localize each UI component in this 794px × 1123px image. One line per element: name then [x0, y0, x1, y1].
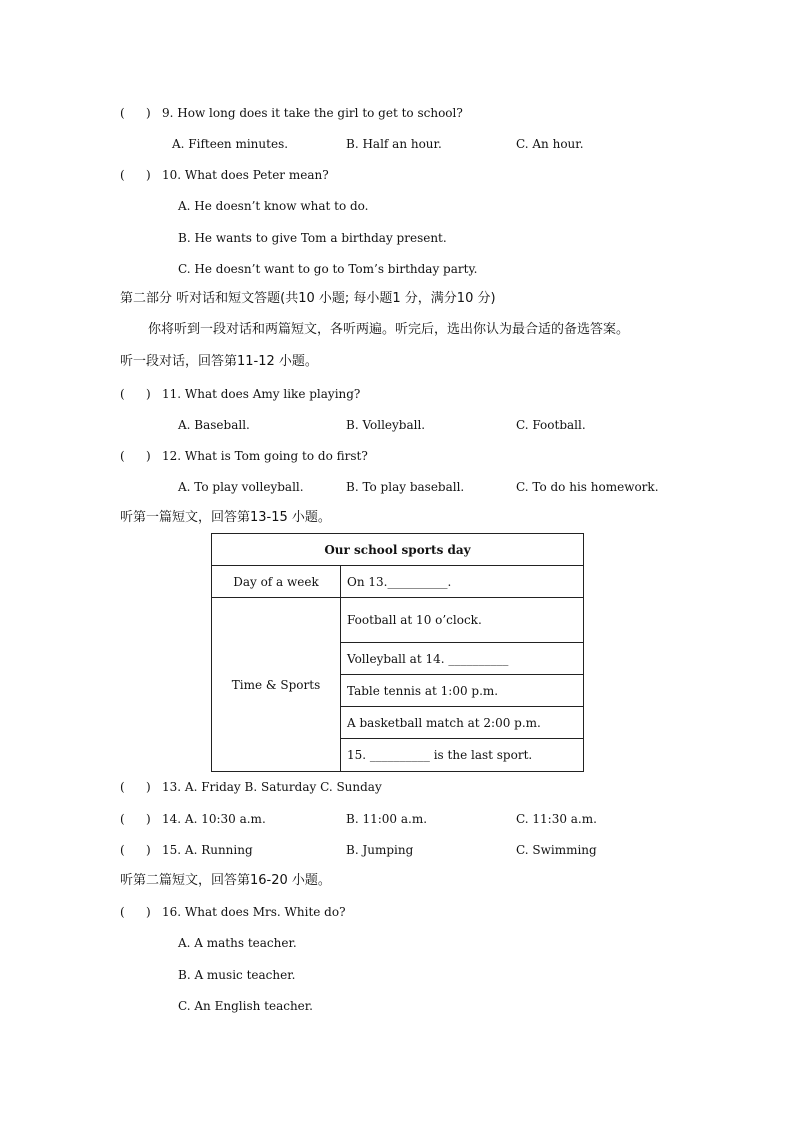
table-row-label: Day of a week	[212, 566, 341, 598]
table-cell: Volleyball at 14. __________	[341, 643, 584, 675]
q11-option-b: B. Volleyball.	[346, 418, 426, 432]
q9-option-c: C. An hour.	[516, 137, 584, 151]
table-cell: A basketball match at 2:00 p.m.	[341, 707, 584, 739]
q14-option-c: C. 11:30 a.m.	[516, 812, 597, 826]
answer-paren-close: )	[146, 106, 151, 120]
answer-paren-close: )	[146, 780, 151, 794]
answer-paren-close: )	[146, 812, 151, 826]
table-cell: 15. __________ is the last sport.	[341, 739, 584, 772]
table-cell: Table tennis at 1:00 p.m.	[341, 675, 584, 707]
question-9-text: 9. How long does it take the girl to get to school?	[162, 106, 463, 120]
q12-option-a: A. To play volleyball.	[178, 480, 304, 494]
question-11-text: 11. What does Amy like playing?	[162, 387, 361, 401]
q11-option-c: C. Football.	[516, 418, 586, 432]
q15-option-b: B. Jumping	[346, 843, 414, 857]
table-cell: On 13.__________.	[341, 566, 584, 598]
question-12-text: 12. What is Tom going to do first?	[162, 449, 368, 463]
question-10-text: 10. What does Peter mean?	[162, 168, 329, 182]
part2-heading: 第二部分 听对话和短文答题(共10 小题; 每小题1 分，满分10 分)	[120, 291, 496, 306]
table-cell: Football at 10 o’clock.	[341, 598, 584, 643]
q16-option-b: B. A music teacher.	[178, 968, 296, 982]
table-title: Our school sports day	[212, 534, 584, 566]
passage2-intro: 听第二篇短文，回答第16-20 小题。	[120, 873, 331, 888]
question-15-text: 15. A. Running	[162, 843, 253, 857]
answer-paren-open: (	[120, 449, 125, 463]
q10-option-a: A. He doesn’t know what to do.	[178, 199, 369, 213]
answer-paren-open: (	[120, 106, 125, 120]
answer-paren-open: (	[120, 812, 125, 826]
answer-paren-open: (	[120, 905, 125, 919]
answer-paren-close: )	[146, 843, 151, 857]
answer-paren-close: )	[146, 449, 151, 463]
q12-option-c: C. To do his homework.	[516, 480, 659, 494]
answer-paren-open: (	[120, 780, 125, 794]
q14-option-b: B. 11:00 a.m.	[346, 812, 428, 826]
q16-option-a: A. A maths teacher.	[178, 936, 297, 950]
q11-option-a: A. Baseball.	[178, 418, 250, 432]
question-14-text: 14. A. 10:30 a.m.	[162, 812, 266, 826]
question-13-text: 13. A. Friday B. Saturday C. Sunday	[162, 780, 382, 794]
q10-option-b: B. He wants to give Tom a birthday present.	[178, 231, 447, 245]
q12-option-b: B. To play baseball.	[346, 480, 465, 494]
part2-instruction: 你将听到一段对话和两篇短文，各听两遍。听完后，选出你认为最合适的备选答案。	[148, 322, 630, 337]
q15-option-c: C. Swimming	[516, 843, 597, 857]
q16-option-c: C. An English teacher.	[178, 999, 313, 1013]
q9-option-b: B. Half an hour.	[346, 137, 442, 151]
table-row-label: Time & Sports	[212, 598, 341, 772]
q9-option-a: A. Fifteen minutes.	[172, 137, 289, 151]
dialogue-intro: 听一段对话，回答第11-12 小题。	[120, 354, 318, 369]
answer-paren-close: )	[146, 905, 151, 919]
answer-paren-close: )	[146, 387, 151, 401]
passage1-intro: 听第一篇短文，回答第13-15 小题。	[120, 510, 331, 525]
answer-paren-open: (	[120, 387, 125, 401]
answer-paren-open: (	[120, 843, 125, 857]
sports-day-table	[211, 533, 584, 772]
q10-option-c: C. He doesn’t want to go to Tom’s birthday party.	[178, 262, 478, 276]
question-16-text: 16. What does Mrs. White do?	[162, 905, 346, 919]
answer-paren-close: )	[146, 168, 151, 182]
answer-paren-open: (	[120, 168, 125, 182]
